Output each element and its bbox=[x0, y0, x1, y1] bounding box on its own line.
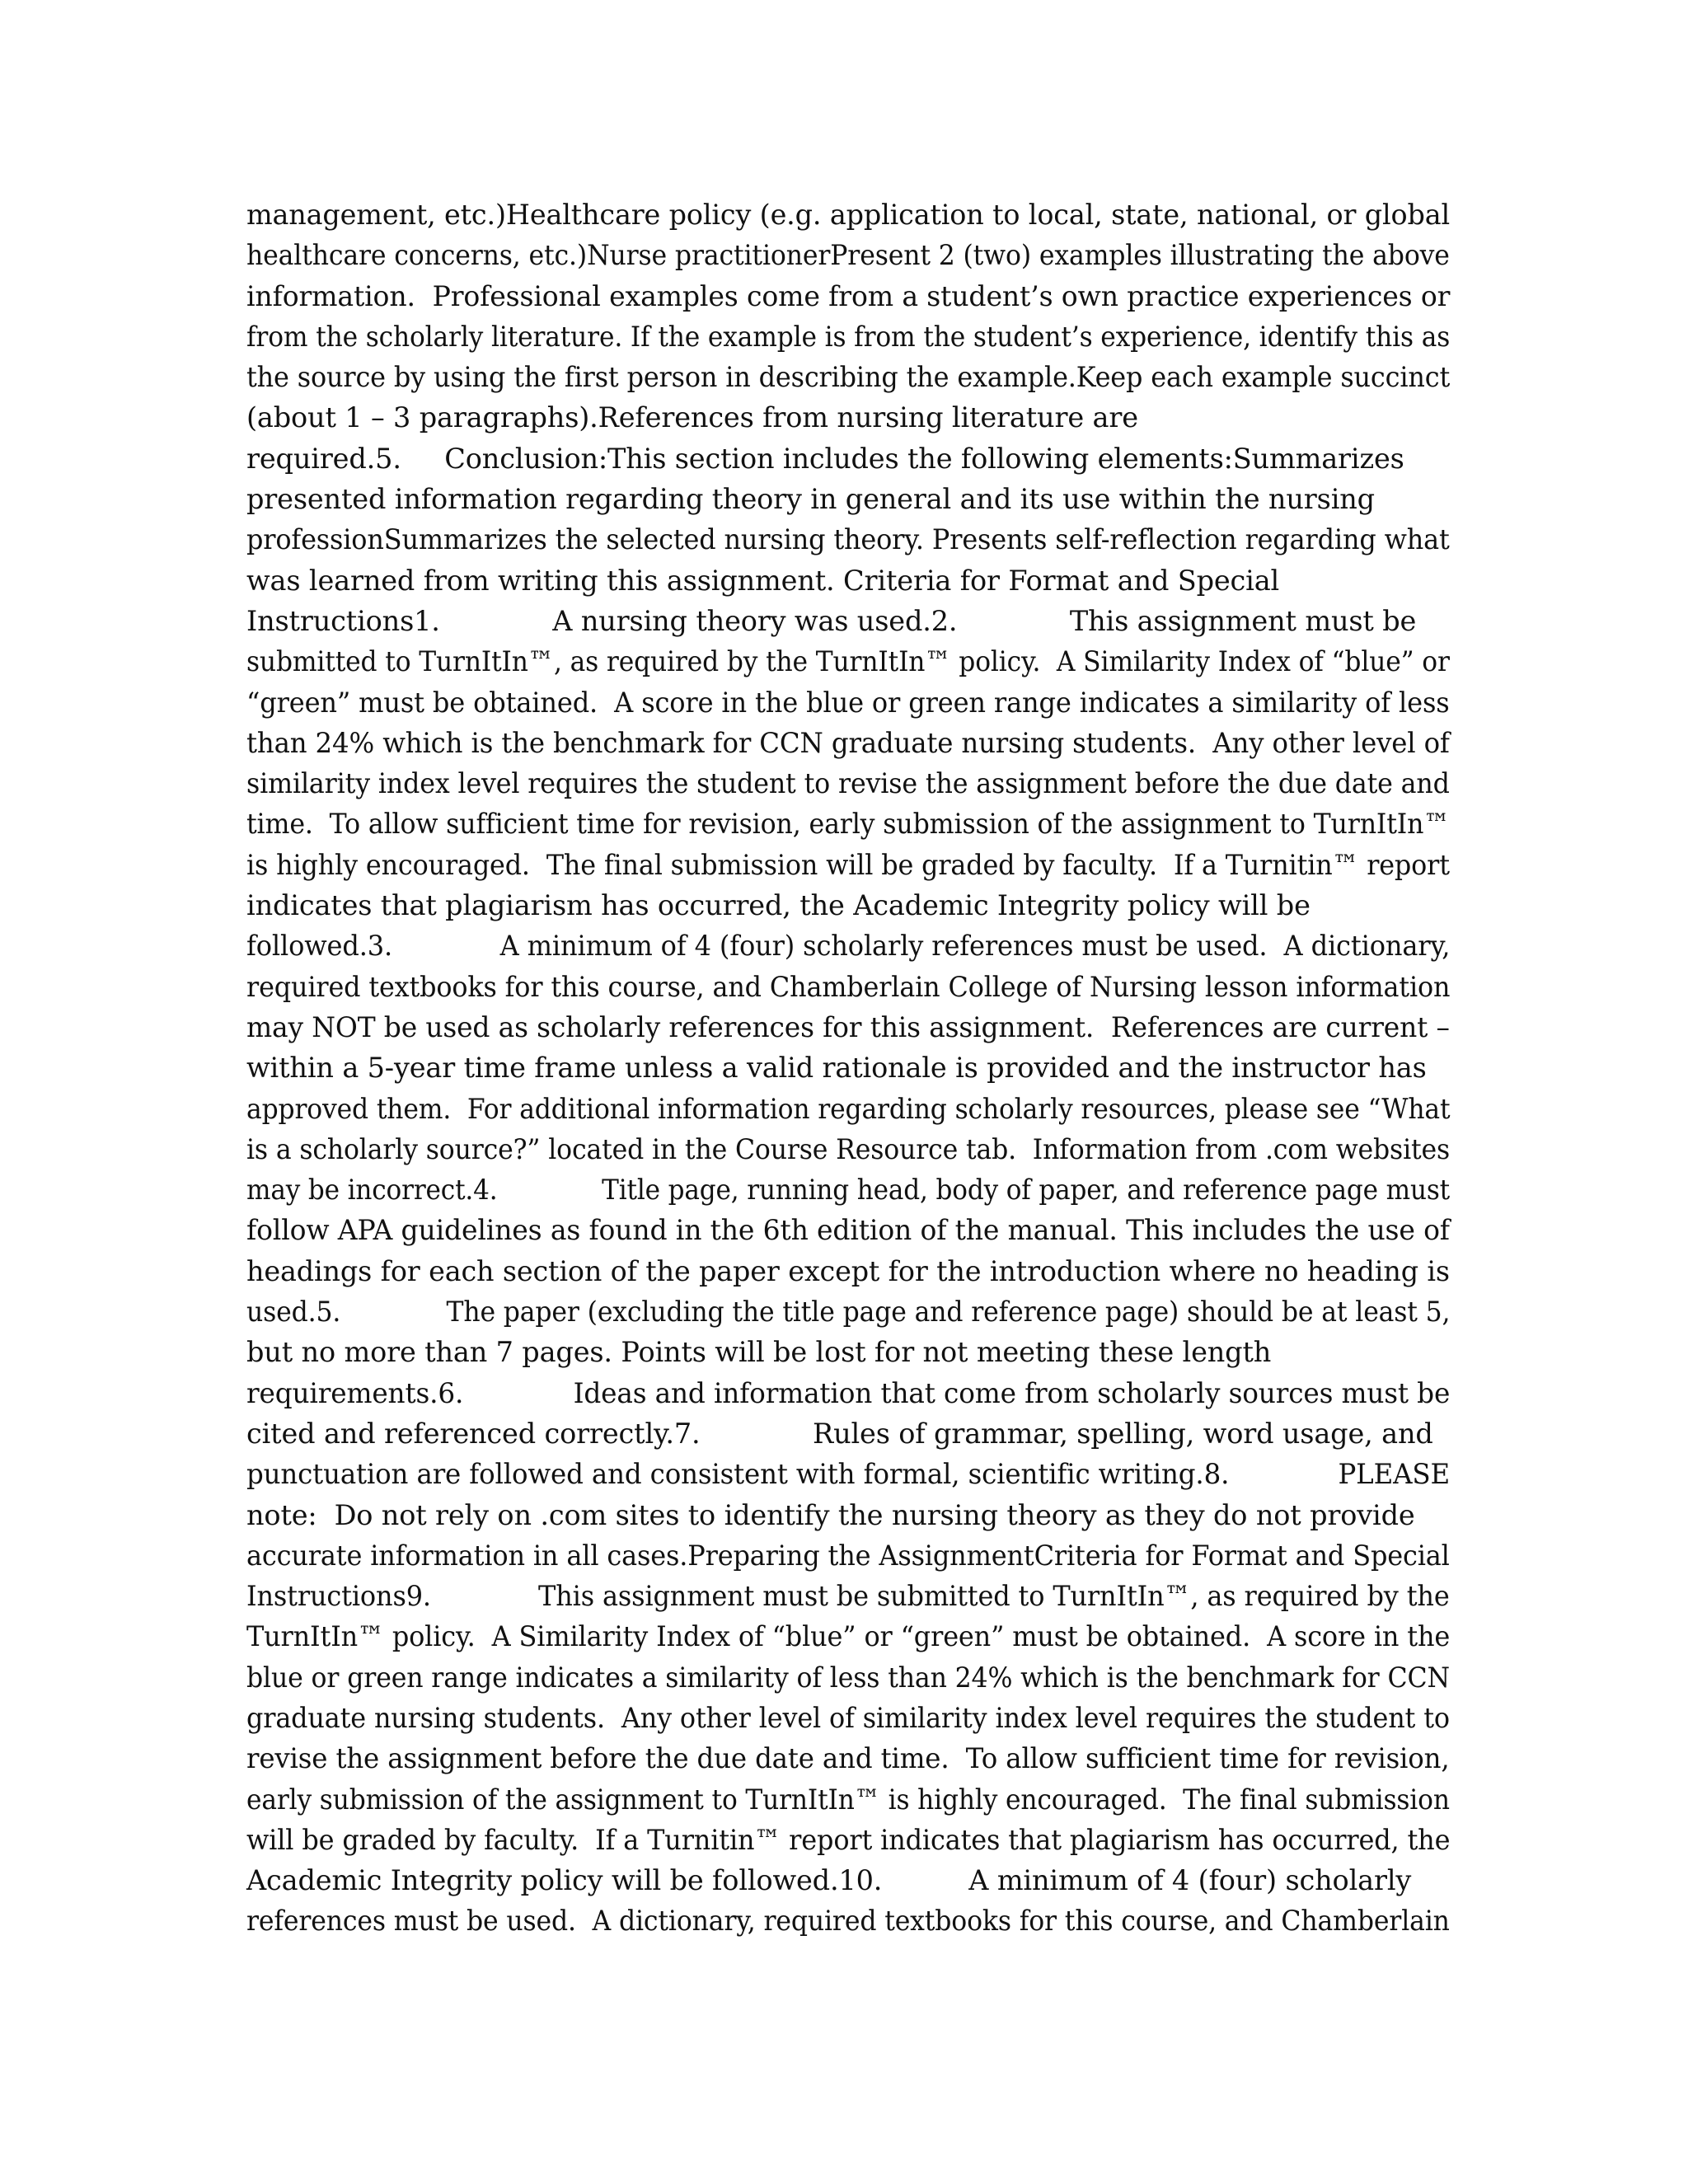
text-line: (about 1 – 3 paragraphs).References from nursing literature are bbox=[246, 401, 1138, 434]
text-line: early submission of the assignment to TurnItIn™ is highly encouraged. The final submission bbox=[246, 1783, 1450, 1816]
text-line: references must be used. A dictionary, required textbooks for this course, and Chamberlain bbox=[246, 1905, 1450, 1938]
text-line: will be graded by faculty. If a Turnitin™ report indicates that plagiarism has occurred, the bbox=[246, 1823, 1451, 1856]
text-line: cited and referenced correctly.7. Rules of grammar, spelling, word usage, and bbox=[246, 1417, 1433, 1450]
text-line: TurnItIn™ policy. A Similarity Index of “blue” or “green” must be obtained. A score in the bbox=[246, 1620, 1451, 1653]
text-line: followed.3. A minimum of 4 (four) scholarly references must be used. A dictionary, bbox=[246, 930, 1451, 963]
text-line: similarity index level requires the student to revise the assignment before the due date and bbox=[246, 767, 1450, 800]
text-line: used.5. The paper (excluding the title page and reference page) should be at least 5, bbox=[246, 1296, 1451, 1329]
text-line: requirements.6. Ideas and information that come from scholarly sources must be bbox=[246, 1376, 1451, 1409]
text-line: management, etc.)Healthcare policy (e.g. application to local, state, national, or global bbox=[246, 199, 1451, 231]
text-line: may be incorrect.4. Title page, running head, body of paper, and reference page must bbox=[246, 1174, 1451, 1207]
text-line: graduate nursing students. Any other level of similarity index level requires the student to bbox=[246, 1701, 1450, 1734]
text-line: accurate information in all cases.Preparing the AssignmentCriteria for Format and Special bbox=[246, 1539, 1450, 1572]
text-line: note: Do not rely on .com sites to identify the nursing theory as they do not provide bbox=[246, 1498, 1415, 1531]
text-line: the source by using the first person in describing the example.Keep each example succinct bbox=[246, 361, 1451, 394]
text-line: is a scholarly source?” located in the Course Resource tab. Information from .com websites bbox=[246, 1132, 1451, 1165]
document-body bbox=[246, 194, 1450, 1942]
text-line: follow APA guidelines as found in the 6th edition of the manual. This includes the use of bbox=[246, 1214, 1450, 1247]
text-line: time. To allow sufficient time for revision, early submission of the assignment to TurnItIn™ bbox=[246, 808, 1450, 841]
text-line: presented information regarding theory in general and its use within the nursing bbox=[246, 483, 1375, 516]
text-line: required.5. Conclusion:This section includes the following elements:Summarizes bbox=[246, 442, 1404, 475]
text-line: blue or green range indicates a similarity of less than 24% which is the benchmark for CCN bbox=[246, 1661, 1450, 1694]
text-line: required textbooks for this course, and Chamberlain College of Nursing lesson information bbox=[246, 970, 1451, 1003]
text-line: is highly encouraged. The final submission will be graded by faculty. If a Turnitin™ report bbox=[246, 848, 1450, 881]
text-line: than 24% which is the benchmark for CCN graduate nursing students. Any other level of bbox=[246, 726, 1450, 759]
text-line: healthcare concerns, etc.)Nurse practitionerPresent 2 (two) examples illustrating the above bbox=[246, 239, 1450, 272]
text-line: Academic Integrity policy will be followed.10. A minimum of 4 (four) scholarly bbox=[246, 1864, 1412, 1897]
text-line: headings for each section of the paper except for the introduction where no heading is bbox=[246, 1254, 1450, 1287]
text-line: punctuation are followed and consistent with formal, scientific writing.8. PLEASE bbox=[246, 1458, 1451, 1491]
text-line: indicates that plagiarism has occurred, the Academic Integrity policy will be bbox=[246, 889, 1311, 922]
text-line: revise the assignment before the due date and time. To allow sufficient time for revision, bbox=[246, 1742, 1450, 1775]
text-line: may NOT be used as scholarly references for this assignment. References are current – bbox=[246, 1010, 1450, 1043]
text-line: submitted to TurnItIn™, as required by the TurnItIn™ policy. A Similarity Index of “blue” or bbox=[246, 645, 1450, 678]
text-line: was learned from writing this assignment. Criteria for Format and Special bbox=[246, 564, 1280, 597]
text-line: professionSummarizes the selected nursing theory. Presents self-reflection regarding what bbox=[246, 523, 1450, 556]
text-line: approved them. For additional information regarding scholarly resources, please see “What bbox=[246, 1092, 1451, 1125]
text-line: “green” must be obtained. A score in the blue or green range indicates a similarity of less bbox=[246, 686, 1450, 719]
text-line: Instructions9. This assignment must be submitted to TurnItIn™, as required by the bbox=[246, 1580, 1450, 1613]
text-line: information. Professional examples come from a student’s own practice experiences or bbox=[246, 279, 1451, 312]
text-line: within a 5-year time frame unless a valid rationale is provided and the instructor has bbox=[246, 1052, 1427, 1085]
text-line: but no more than 7 pages. Points will be lost for not meeting these length bbox=[246, 1336, 1272, 1369]
text-line: from the scholarly literature. If the example is from the student’s experience, identify this as bbox=[246, 320, 1451, 353]
text-line: Instructions1. A nursing theory was used.2. This assignment must be bbox=[246, 604, 1417, 637]
